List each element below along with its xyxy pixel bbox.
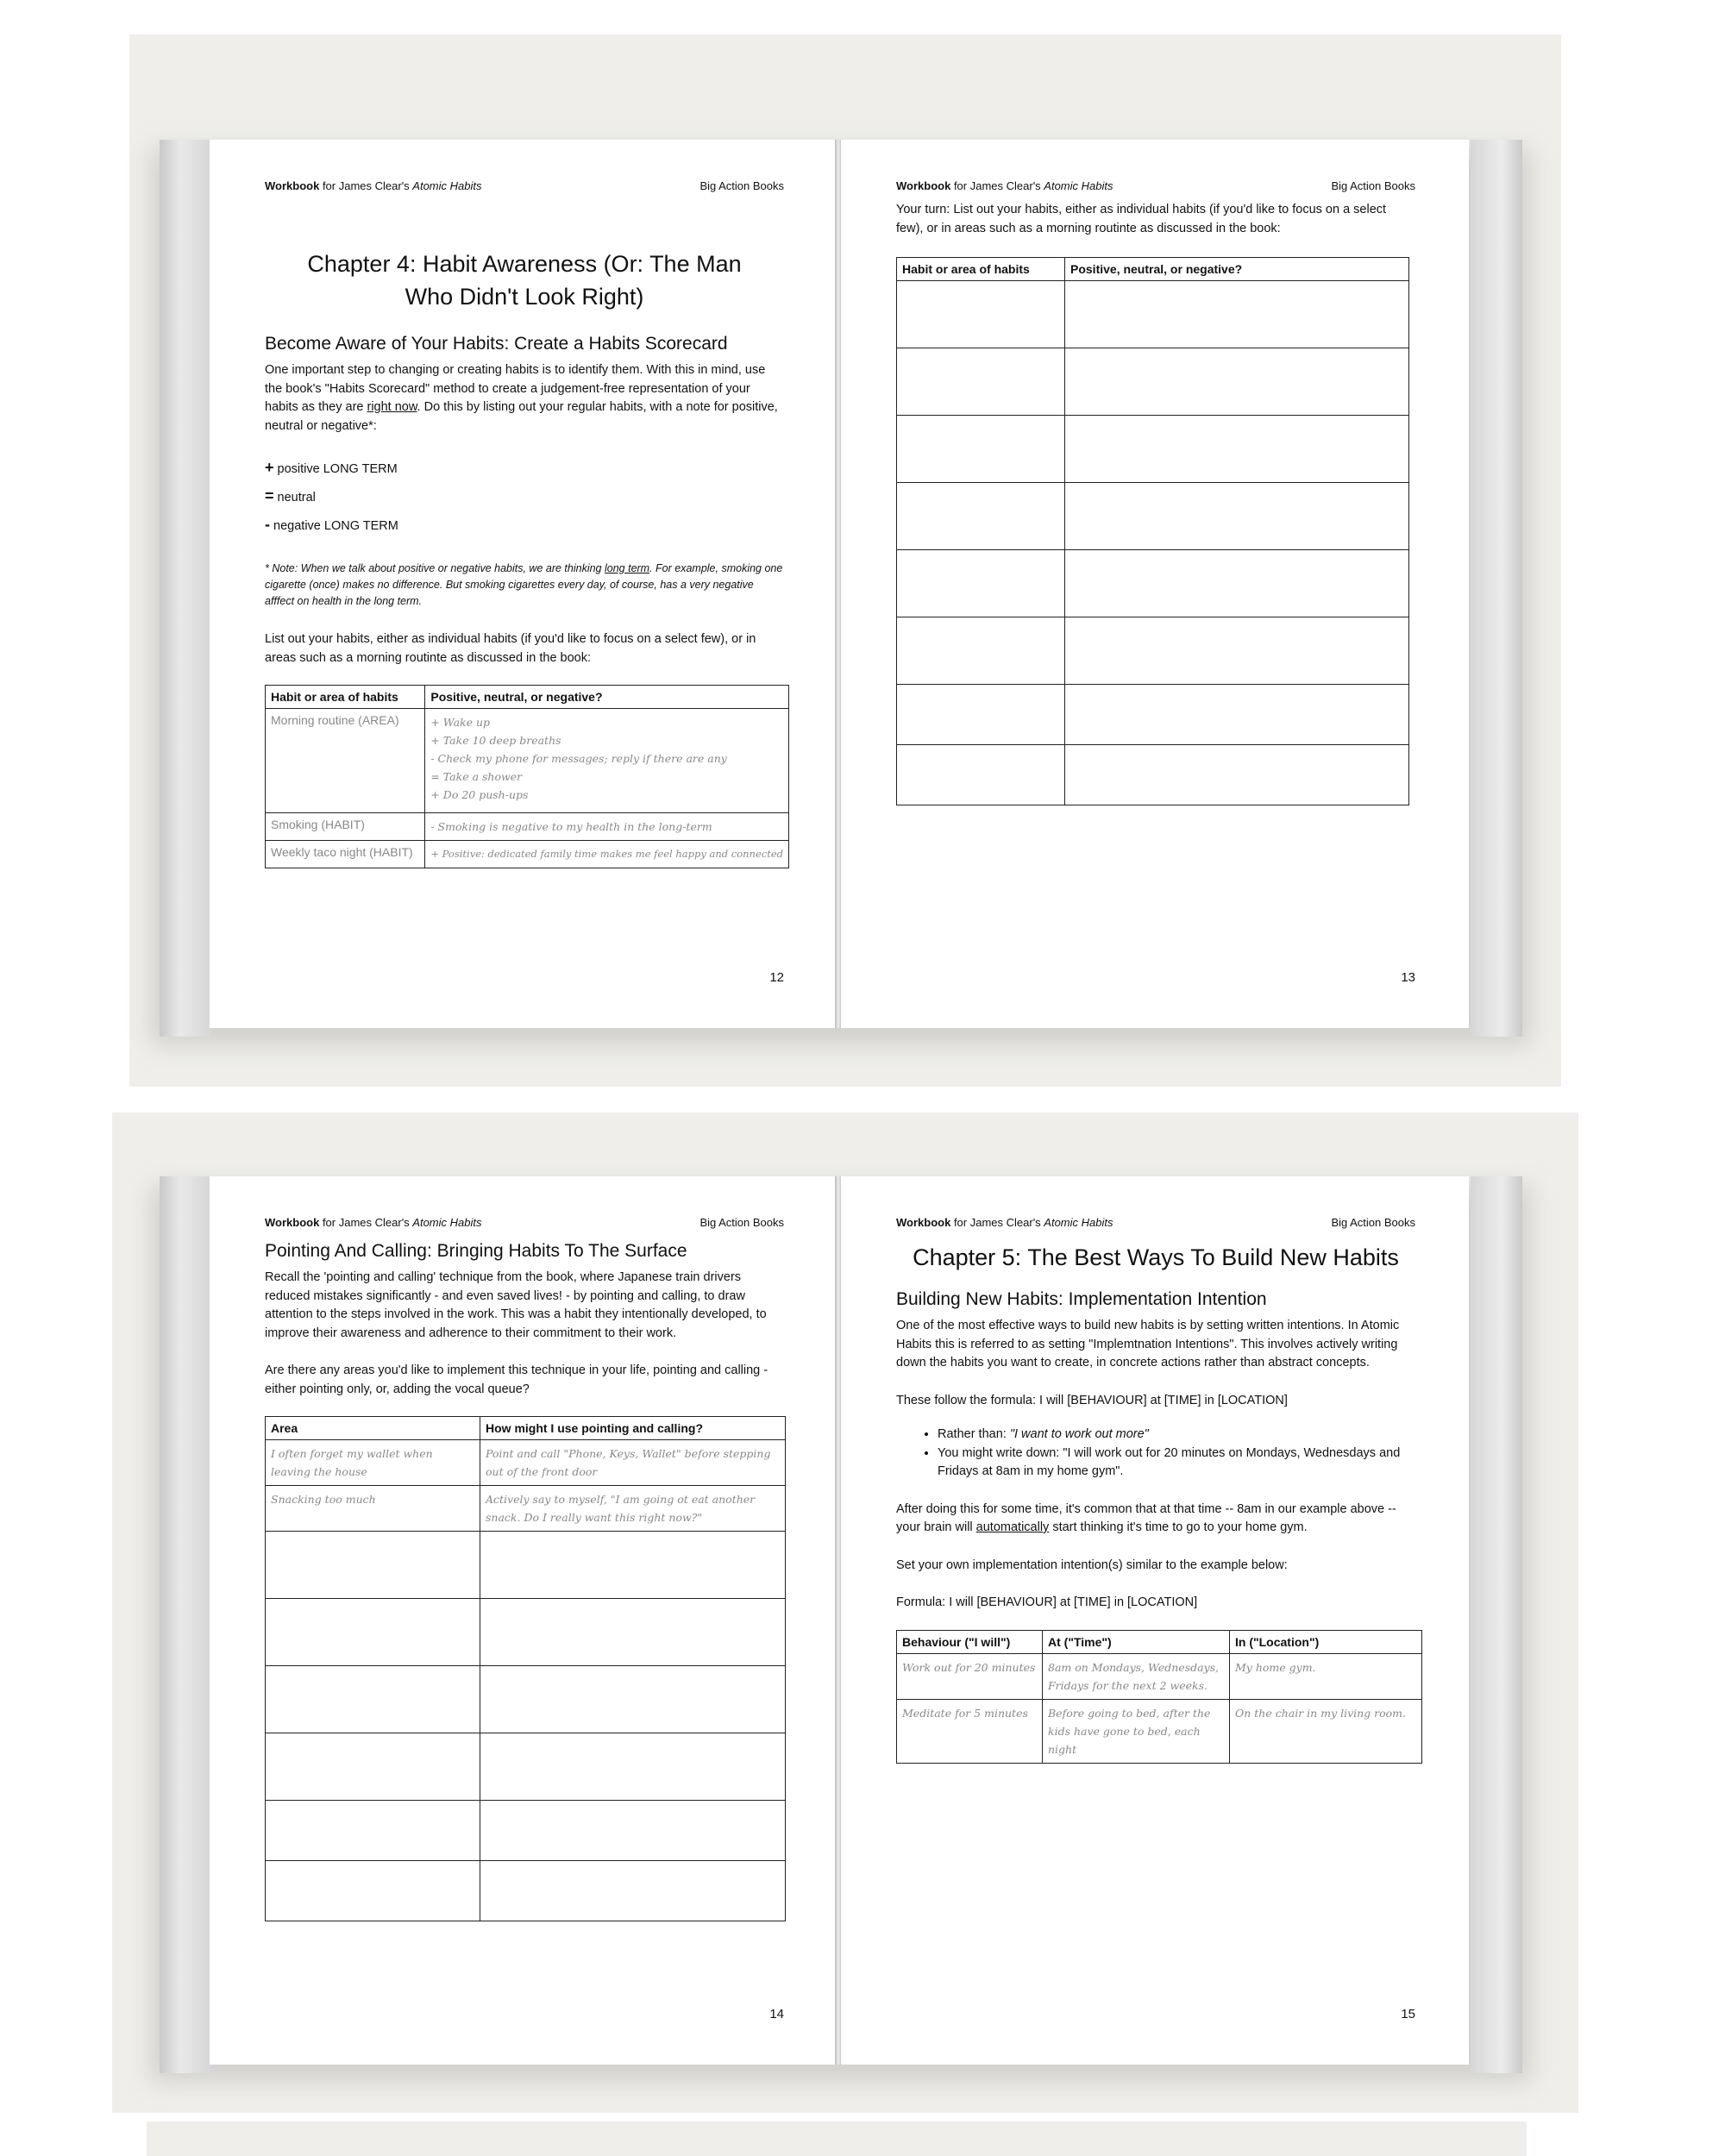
- table-row: [897, 281, 1409, 348]
- page-header: Workbook for James Clear's Atomic Habits Big Action Books: [265, 1216, 784, 1229]
- page-number: 13: [1401, 970, 1415, 985]
- table-header: Positive, neutral, or negative?: [1065, 258, 1409, 281]
- list-item: • You might write down: "I will work out for 20 minutes on Mondays, Wednesdays and Fridays at 8am in my home gym".: [938, 1445, 1415, 1482]
- page-header: Workbook for James Clear's Atomic Habits Big Action Books: [265, 179, 784, 192]
- section-title: Pointing And Calling: Bringing Habits To The Surface: [265, 1241, 687, 1261]
- table-row: [897, 483, 1409, 550]
- example-bullets: [896, 1426, 1415, 1482]
- pointing-table: [265, 1416, 786, 1921]
- table-row: [266, 1861, 786, 1921]
- table-row: [897, 617, 1409, 685]
- legend-list: [265, 454, 784, 540]
- page-number: 15: [1401, 2007, 1415, 2021]
- book-spread-bottom: [160, 1176, 1522, 2073]
- table-header: At ("Time"): [1043, 1630, 1230, 1653]
- table-header: Behaviour ("I will"): [897, 1630, 1043, 1653]
- page-13: [841, 140, 1469, 1028]
- table-row: [266, 1801, 786, 1861]
- habits-blank-table: [896, 257, 1409, 805]
- table-row: [266, 1532, 786, 1599]
- page-14: [210, 1176, 837, 2065]
- list-prompt: List out your habits, either as individual habits (if you'd like to focus on a select few), or in areas such as a morning routinte as discussed in the book:: [265, 632, 756, 665]
- table-row: Snacking too much Actively say to myself, "I am going ot eat another snack. Do I really want this right now?": [266, 1486, 786, 1532]
- implementation-paragraph: One of the most effective ways to build new habits is by setting written intentions. In Atomic Habits this is referred to as setting "Implemtnation Intentions". This involves actively writing down the habits you want to create, in concrete actions rather than abstract concepts.: [896, 1319, 1400, 1369]
- automatic-paragraph: After doing this for some time, it's common that at that time -- 8am in our example above -- your brain will automatically start thinking it's time to go to your home gym.: [896, 1501, 1396, 1534]
- table-row: Weekly taco night (HABIT) + Positive: dedicated family time makes me feel happy and connected: [266, 841, 789, 868]
- table-row: [266, 1733, 786, 1801]
- table-header: Positive, neutral, or negative?: [425, 686, 789, 709]
- book-spread-top: [160, 140, 1522, 1037]
- page-12: [210, 140, 837, 1028]
- chapter-title: Chapter 4: Habit Awareness (Or: The Man Who Didn't Look Right): [307, 251, 742, 310]
- page-header: Workbook for James Clear's Atomic Habits Big Action Books: [896, 179, 1415, 192]
- pointing-paragraph: Recall the 'pointing and calling' technique from the book, where Japanese train drivers reduced mistakes significantly - and even saved lives! - by pointing and calling, to draw attention to the steps involved in the work. This was a habit they intentionally developed, to improve their awareness and adherence to their commitment to their work.: [265, 1270, 767, 1340]
- set-own-line: Set your own implementation intention(s) similar to the example below:: [896, 1557, 1288, 1572]
- table-row: [897, 348, 1409, 416]
- legend-neutral: = neutral: [265, 487, 316, 505]
- your-turn-prompt: Your turn: List out your habits, either as individual habits (if you'd like to focus on a select few), or in areas such as a morning routinte as discussed in the book:: [896, 203, 1387, 235]
- list-item: • Rather than: "I want to work out more": [938, 1426, 1415, 1445]
- section-title: Become Aware of Your Habits: Create a Habits Scorecard: [265, 334, 728, 354]
- table-row: I often forget my wallet when leaving the house Point and call "Phone, Keys, Wallet" before stepping out of the front door: [266, 1440, 786, 1486]
- table-header: Habit or area of habits: [897, 258, 1065, 281]
- page-15: [841, 1176, 1469, 2065]
- formula-line-2: Formula: I will [BEHAVIOUR] at [TIME] in [LOCATION]: [896, 1595, 1198, 1609]
- table-header: Habit or area of habits: [266, 686, 425, 709]
- intro-paragraph: One important step to changing or creating habits is to identify them. With this in mind, use the book's "Habits Scorecard" method to create a judgement-free representation of your habits as they are right now. Do this by listing out your regular habits, with a note for positive, neutral or negative*:: [265, 363, 778, 433]
- page-header: Workbook for James Clear's Atomic Habits Big Action Books: [896, 1216, 1415, 1229]
- table-row: Work out for 20 minutes 8am on Mondays, Wednesdays, Fridays for the next 2 weeks. My home gym.: [897, 1653, 1422, 1699]
- legend-negative: - negative LONG TERM: [265, 516, 398, 533]
- chapter-title: Chapter 5: The Best Ways To Build New Habits: [913, 1244, 1399, 1270]
- habits-example-table: [265, 685, 789, 868]
- table-row: [897, 745, 1409, 805]
- table-row: [897, 550, 1409, 617]
- page-number: 12: [769, 970, 784, 985]
- table-header: Area: [266, 1417, 480, 1440]
- table-row: [897, 416, 1409, 483]
- intention-table: [896, 1630, 1422, 1764]
- legend-positive: + positive LONG TERM: [265, 459, 398, 476]
- background-brush: [147, 2122, 1527, 2156]
- table-row: Smoking (HABIT) - Smoking is negative to my health in the long-term: [266, 813, 789, 841]
- formula-line: These follow the formula: I will [BEHAVIOUR] at [TIME] in [LOCATION]: [896, 1393, 1288, 1407]
- pointing-question: Are there any areas you'd like to implement this technique in your life, pointing and calling - either pointing only, or, adding the vocal queue?: [265, 1363, 768, 1396]
- table-row: Meditate for 5 minutes Before going to bed, after the kids have gone to bed, each night On the chair in my living room.: [897, 1699, 1422, 1763]
- section-title: Building New Habits: Implementation Intention: [896, 1289, 1267, 1309]
- table-header: In ("Location"): [1230, 1630, 1422, 1653]
- table-row: [266, 1599, 786, 1666]
- table-row: [266, 1666, 786, 1733]
- table-row: Morning routine (AREA) + Wake up + Take 10 deep breaths - Check my phone for messages; reply if there are any = Take a shower + Do 20 push-ups: [266, 709, 789, 813]
- table-row: [897, 685, 1409, 745]
- page-number: 14: [769, 2007, 784, 2021]
- note-paragraph: * Note: When we talk about positive or negative habits, we are thinking long term. For example, smoking one cigarette (once) makes no difference. But smoking cigarettes every day, of course, has a very negative afffect on health in the long term.: [265, 562, 783, 607]
- table-header: How might I use pointing and calling?: [480, 1417, 786, 1440]
